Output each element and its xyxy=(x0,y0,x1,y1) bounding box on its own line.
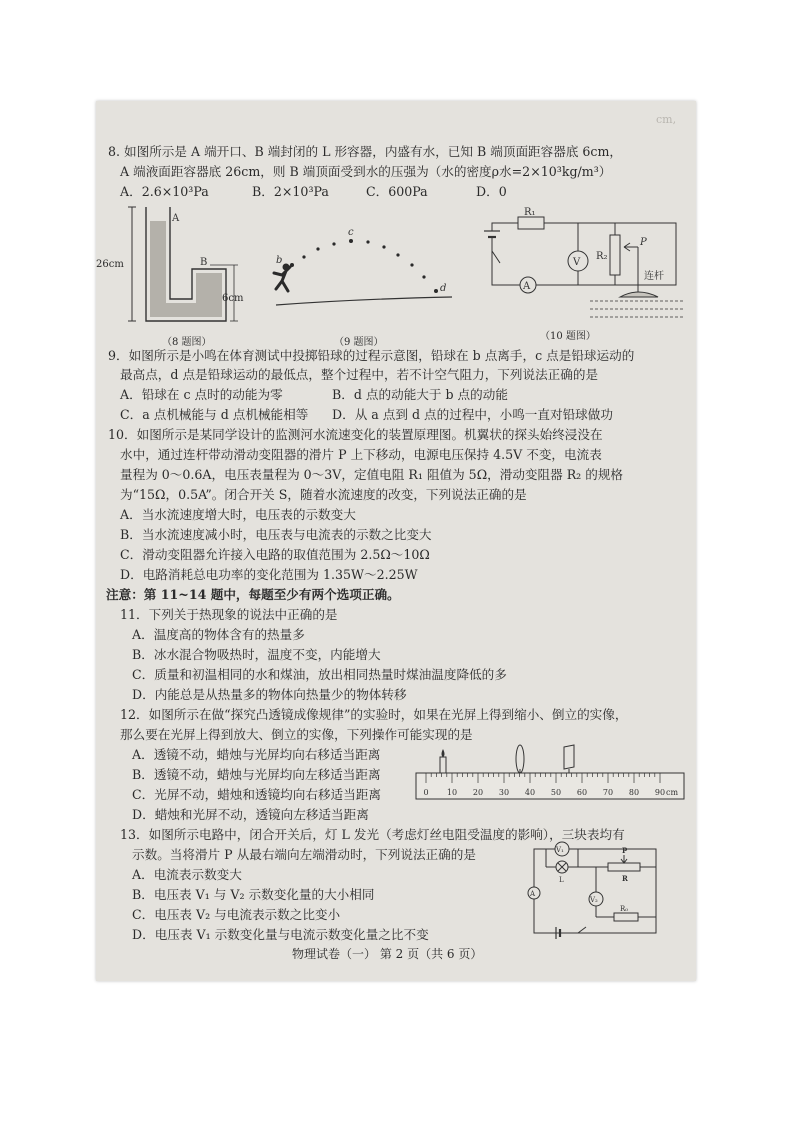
ruler-label: 20 xyxy=(472,788,484,797)
q8-option-a: A．2.6×10³Pa xyxy=(120,184,209,199)
q9-line2: 最高点，d 点是铅球运动的最低点，整个过程中，若不计空气阻力，下列说法正确的是 xyxy=(120,367,599,382)
page-footer: 物理试卷（一） 第 2 页（共 6 页） xyxy=(292,947,483,961)
ruler-label: 70 xyxy=(602,788,614,797)
q13-line2: 示数。当将滑片 P 从最右端向左端滑动时，下列说法正确的是 xyxy=(132,847,476,862)
edge-bleed-text: cm, xyxy=(656,113,677,126)
figure-9-shot-put xyxy=(256,219,476,325)
instruction-note: 注意：第 11~14 题中，每题至少有两个选项正确。 xyxy=(106,587,400,602)
ruler-label: 50 xyxy=(550,788,562,797)
q11-option-d: D．内能总是从热量多的物体向热量少的物体转移 xyxy=(132,687,407,702)
q13-option-c: C．电压表 V₂ 与电流表示数之比变小 xyxy=(132,907,341,922)
fig8-caption: （8 题图） xyxy=(162,337,212,348)
fig10-v: V xyxy=(573,257,581,268)
q8-line2: A 端液面距容器底 26cm，则 B 端顶面受到水的压强为（水的密度ρ水=2×10³kg/m³） xyxy=(120,164,612,179)
q13-line1: 13．如图所示电路中，闭合开关后，灯 L 发光（考虑灯丝电阻受温度的影响），三块表均有 xyxy=(120,827,625,842)
q13-option-a: A．电流表示数变大 xyxy=(132,867,242,882)
fig13-p: P xyxy=(622,846,628,855)
fig10-r2: R₂ xyxy=(596,251,608,262)
q8-option-c: C．600Pa xyxy=(366,184,428,199)
ruler-label: 80 xyxy=(628,788,640,797)
q10-option-a: A．当水流速度增大时，电压表的示数变大 xyxy=(120,507,356,522)
fig9-label-c: c xyxy=(348,227,354,238)
fig8-label-b: B xyxy=(200,257,208,268)
ruler-label: 0 xyxy=(423,788,429,797)
q12-option-b: B．透镜不动，蜡烛与光屏均向左移适当距离 xyxy=(132,767,381,782)
q9-option-b: B．d 点的动能大于 b 点的动能 xyxy=(332,387,508,402)
fig13-v2: V₂ xyxy=(590,896,598,904)
fig10-p: P xyxy=(640,237,647,248)
exam-page xyxy=(96,101,696,981)
q13-option-b: B．电压表 V₁ 与 V₂ 示数变化量的大小相同 xyxy=(132,887,375,902)
fig13-r0: R₀ xyxy=(620,905,629,913)
figure-10-flow-circuit xyxy=(478,205,688,325)
q10-line1: 10．如图所示是某同学设计的监测河水流速变化的装置原理图。机翼状的探头始终浸没在 xyxy=(108,427,603,442)
fig8-label-a: A xyxy=(172,213,180,224)
q9-option-a: A．铅球在 c 点时的动能为零 xyxy=(120,387,283,402)
q9-option-c: C．a 点机械能与 d 点机械能相等 xyxy=(120,407,309,422)
q10-line4: 为“15Ω，0.5A”。闭合开关 S，随着水流速度的改变，下列说法正确的是 xyxy=(120,487,527,502)
ruler-label: 30 xyxy=(498,788,510,797)
figure-8-l-container xyxy=(114,203,244,331)
q9-option-d: D．从 a 点到 d 点的过程中，小鸣一直对铅球做功 xyxy=(332,407,613,422)
q8-line1: 8. 如图所示是 A 端开口、B 端封闭的 L 形容器，内盛有水，已知 B 端顶面距容器底 6cm， xyxy=(108,144,623,159)
q8-option-d: D．0 xyxy=(476,184,507,199)
fig13-l: L xyxy=(559,876,564,884)
fig8-dim-6: 6cm xyxy=(222,293,244,304)
q11-stem: 11．下列关于热现象的说法中正确的是 xyxy=(120,607,338,622)
fig10-caption: （10 题图） xyxy=(540,331,596,342)
figure-13-circuit xyxy=(526,841,664,941)
q11-option-c: C．质量和初温相同的水和煤油，放出相同热量时煤油温度降低的多 xyxy=(132,667,507,682)
ruler-label: 40 xyxy=(524,788,536,797)
figure-12-optical-bench xyxy=(414,739,686,805)
q12-line1: 12．如图所示在做“探究凸透镜成像规律”的实验时，如果在光屏上得到缩小、倒立的实像， xyxy=(120,707,628,722)
fig9-label-d: d xyxy=(440,283,447,294)
fig10-a: A xyxy=(523,281,531,292)
ruler-label: 10 xyxy=(446,788,458,797)
ruler-unit: cm xyxy=(666,788,679,797)
q11-option-b: B．冰水混合物吸热时，温度不变，内能增大 xyxy=(132,647,381,662)
q12-option-d: D．蜡烛和光屏不动，透镜向左移适当距离 xyxy=(132,807,369,822)
q12-option-a: A．透镜不动，蜡烛与光屏均向右移适当距离 xyxy=(132,747,381,762)
q10-option-c: C．滑动变阻器允许接入电路的取值范围为 2.5Ω～10Ω xyxy=(120,547,430,562)
fig10-r1: R₁ xyxy=(524,207,536,218)
q10-option-d: D．电路消耗总电功率的变化范围为 1.35W～2.25W xyxy=(120,567,418,582)
fig13-v1: V₁ xyxy=(556,846,564,854)
q11-option-a: A．温度高的物体含有的热量多 xyxy=(132,627,305,642)
q10-option-b: B．当水流速度减小时，电压表与电流表的示数之比变大 xyxy=(120,527,432,542)
q10-line2: 水中，通过连杆带动滑动变阻器的滑片 P 上下移动，电源电压保持 4.5V 不变，电流表 xyxy=(120,447,602,462)
ruler-label: 90 xyxy=(654,788,666,797)
fig9-label-b: b xyxy=(276,255,283,266)
ruler-label: 60 xyxy=(576,788,588,797)
q9-line1: 9．如图所示是小鸣在体育测试中投掷铅球的过程示意图，铅球在 b 点离手，c 点是铅球运动的 xyxy=(108,348,635,363)
q12-option-c: C．光屏不动，蜡烛和透镜均向右移适当距离 xyxy=(132,787,381,802)
q10-line3: 量程为 0～0.6A，电压表量程为 0～3V，定值电阻 R₁ 阻值为 5Ω，滑动变阻器 R₂ 的规格 xyxy=(120,467,624,482)
q12-line2: 那么要在光屏上得到放大、倒立的实像，下列操作可能实现的是 xyxy=(120,727,473,742)
fig10-rod: 连杆 xyxy=(644,271,664,282)
fig13-r: R xyxy=(622,874,628,883)
fig9-caption: （9 题图） xyxy=(334,337,384,348)
fig8-dim-26: 26cm xyxy=(96,259,124,270)
fig13-a: A xyxy=(530,890,536,898)
q13-option-d: D．电压表 V₁ 示数变化量与电流示数变化量之比不变 xyxy=(132,927,429,942)
q8-option-b: B．2×10³Pa xyxy=(252,184,329,199)
